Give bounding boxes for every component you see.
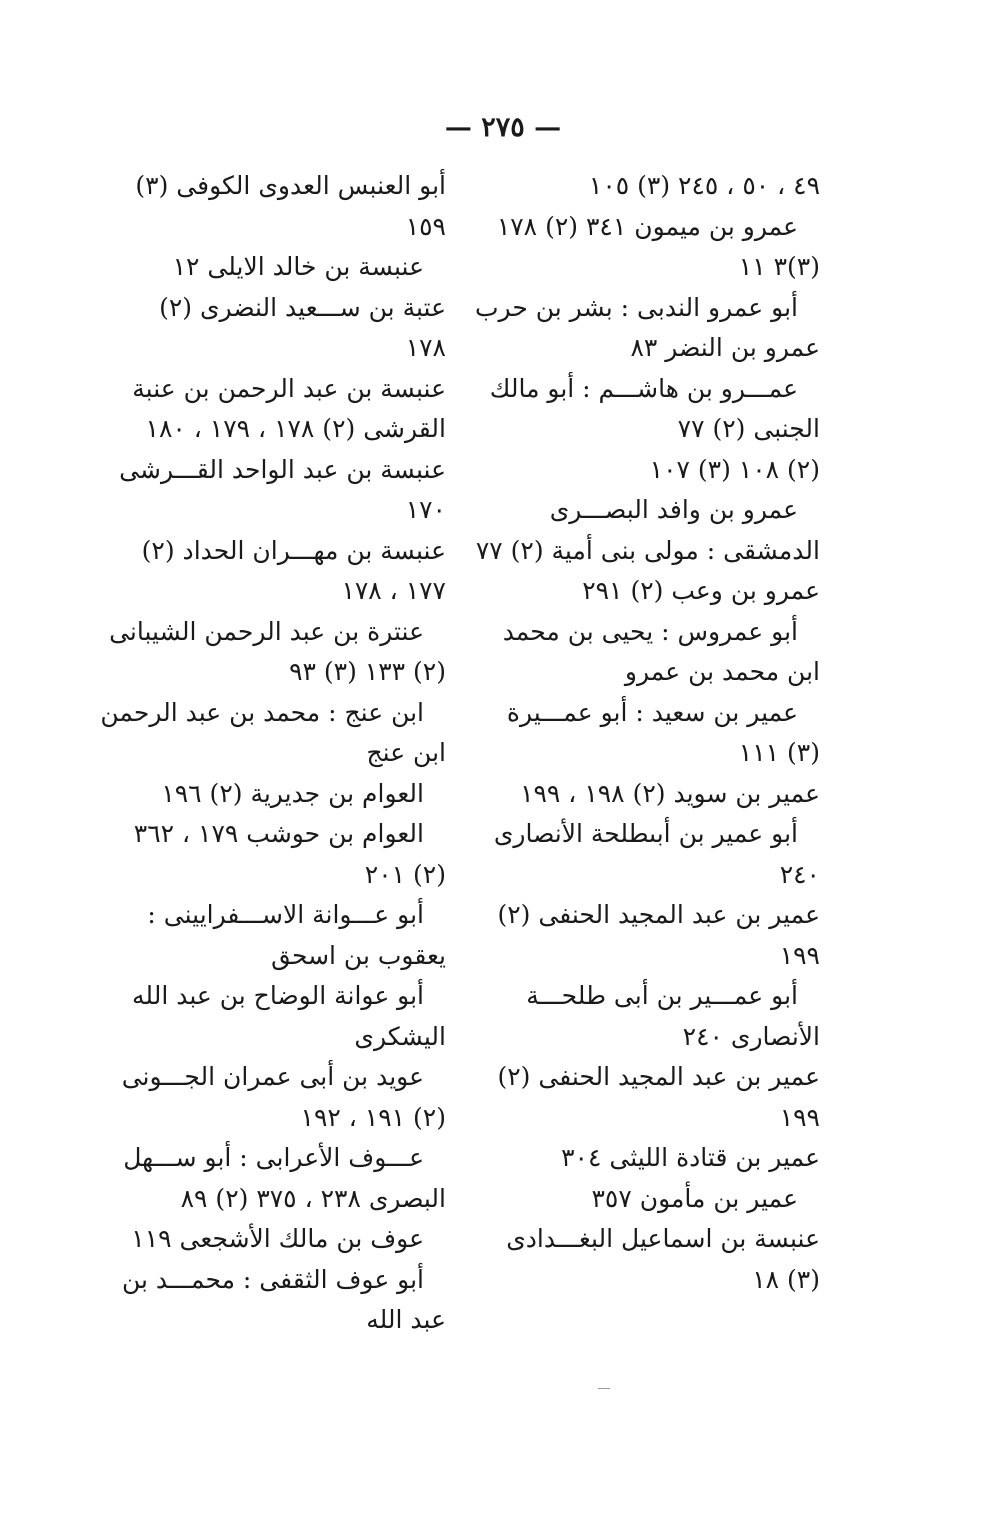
index-entry-line: (٢) ١٩١ ، ١٩٢ (300, 1102, 446, 1132)
index-entry-line: أبو العنبس العدوى الكوفى (٣) (135, 171, 446, 200)
index-entry-line: ١٩٩ (779, 1102, 820, 1132)
index-entry-line: عمير بن قتادة الليثى ٣٠٤ (561, 1143, 820, 1172)
index-entry-line: (٢) ١٠٨ (٣) ١٠٧ (649, 454, 820, 484)
index-entry-line: عمرو بن وعب (٢) ٢٩١ (582, 576, 820, 605)
index-entry-line: يعقوب بن اسحق (271, 940, 446, 970)
index-entry-line: عتبة بن ســـعيد النضرى (٢) (159, 292, 446, 322)
index-entry-line: اليشكرى (354, 1021, 446, 1051)
index-entry-line: القرشى (٢) ١٧٨ ، ١٧٩ ، ١٨٠ (145, 414, 446, 443)
index-entry-line: (٣)٣ ١١ (738, 252, 820, 281)
index-entry-line: العوام بن جديرية (٢) ١٩٦ (161, 778, 424, 808)
index-entry-line: أبو عوف الثقفى : محمـــد بن (121, 1264, 424, 1294)
index-entry-line: عمرو بن وافد البصـــرى (549, 495, 798, 524)
index-entry-line: أبو عمرو الندبى : بشر بن حرب (474, 292, 798, 322)
index-entry-line: أبو عمروس : يحيى بن محمد (502, 616, 798, 646)
index-entry-line: عويد بن أبى عمران الجـــونى (121, 1062, 424, 1091)
index-entry-line: عمير بن مأمون ٣٥٧ (591, 1183, 798, 1213)
index-entry-line: ابن عنج : محمد بن عبد الرحمن (100, 697, 424, 727)
index-entry-line: عنبسة بن اسماعيل البغـــدادى (506, 1224, 820, 1253)
index-entry-line: عمير بن سويد (٢) ١٩٨ ، ١٩٩ (520, 778, 820, 808)
index-entry-line: عنبسة بن عبد الواحد القـــرشى (119, 454, 446, 484)
index-entry-line: (٢) ٢٠١ (364, 859, 446, 889)
index-entry-line: عمير بن عبد المجيد الحنفى (٢) (497, 1062, 820, 1091)
index-entry-line: ابن محمد بن عمرو (624, 657, 820, 686)
index-entry-line: ١٥٩ (405, 211, 446, 241)
index-entry-line: (٢) ١٣٣ (٣) ٩٣ (289, 657, 446, 686)
index-entry-line: عمـــرو بن هاشـــم : أبو مالك (489, 373, 798, 403)
index-entry-line: أبو عوانة الوضاح بن عبد الله (132, 981, 424, 1010)
index-entry-line: عنترة بن عبد الرحمن الشيبانى (109, 616, 424, 646)
index-entry-line: البصرى ٢٣٨ ، ٣٧٥ (٢) ٨٩ (180, 1183, 446, 1213)
index-entry-line: الجنبى (٢) ٧٧ (677, 414, 820, 443)
index-entry-line: عمرو بن النضر ٨٣ (630, 333, 820, 362)
index-entry-line: عنبسة بن مهـــران الحداد (٢) (141, 535, 446, 565)
index-entry-line: ١٧٠ (405, 495, 446, 524)
index-entry-line: عمير بن عبد المجيد الحنفى (٢) (497, 900, 820, 929)
index-entry-line: ٤٩ ، ٥٠ ، ٢٤٥ (٣) ١٠٥ (588, 171, 820, 200)
index-column-right (474, 166, 820, 1300)
index-entry-line: أبو عـــوانة الاســـفرايينى : (147, 900, 424, 929)
index-entry-line: ١٧٧ ، ١٧٨ (341, 576, 446, 605)
index-entry-line: عنبسة بن خالد الايلى ١٢ (172, 252, 424, 281)
index-entry-line: الدمشقى : مولى بنى أمية (٢) ٧٧ (475, 535, 820, 565)
index-entry-line: (٣) ١١١ (738, 738, 820, 767)
index-entry-line: ٢٤٠ (779, 859, 820, 889)
index-entry-line: أبو عمـــير بن أبى طلحـــة (526, 981, 798, 1010)
index-entry-line: الأنصارى ٢٤٠ (682, 1021, 820, 1051)
index-entry-line: عنبسة بن عبد الرحمن بن عنبة (132, 373, 446, 403)
index-entry-line: ١٧٨ (405, 333, 446, 362)
index-entry-line: العوام بن حوشب ١٧٩ ، ٣٦٢ (133, 819, 424, 848)
index-column-left (100, 166, 446, 1341)
index-entry-line: أبو عمير بن أبىطلحة الأنصارى (493, 819, 798, 848)
index-entry-line: (٣) ١٨ (752, 1264, 820, 1294)
index-entry-line: ابن عنج (366, 738, 446, 767)
index-entry-line: عمير بن سعيد : أبو عمـــيرة (506, 697, 798, 727)
index-entry-line: عبد الله (366, 1305, 446, 1334)
page-mark (598, 1388, 610, 1389)
index-entry-line: عمرو بن ميمون ٣٤١ (٢) ١٧٨ (496, 211, 798, 241)
page-number: — ٢٧٥ — (444, 112, 562, 143)
index-entry-line: عوف بن مالك الأشجعى ١١٩ (131, 1224, 424, 1253)
index-entry-line: عـــوف الأعرابى : أبو ســـهل (123, 1143, 424, 1172)
index-entry-line: ١٩٩ (779, 940, 820, 970)
